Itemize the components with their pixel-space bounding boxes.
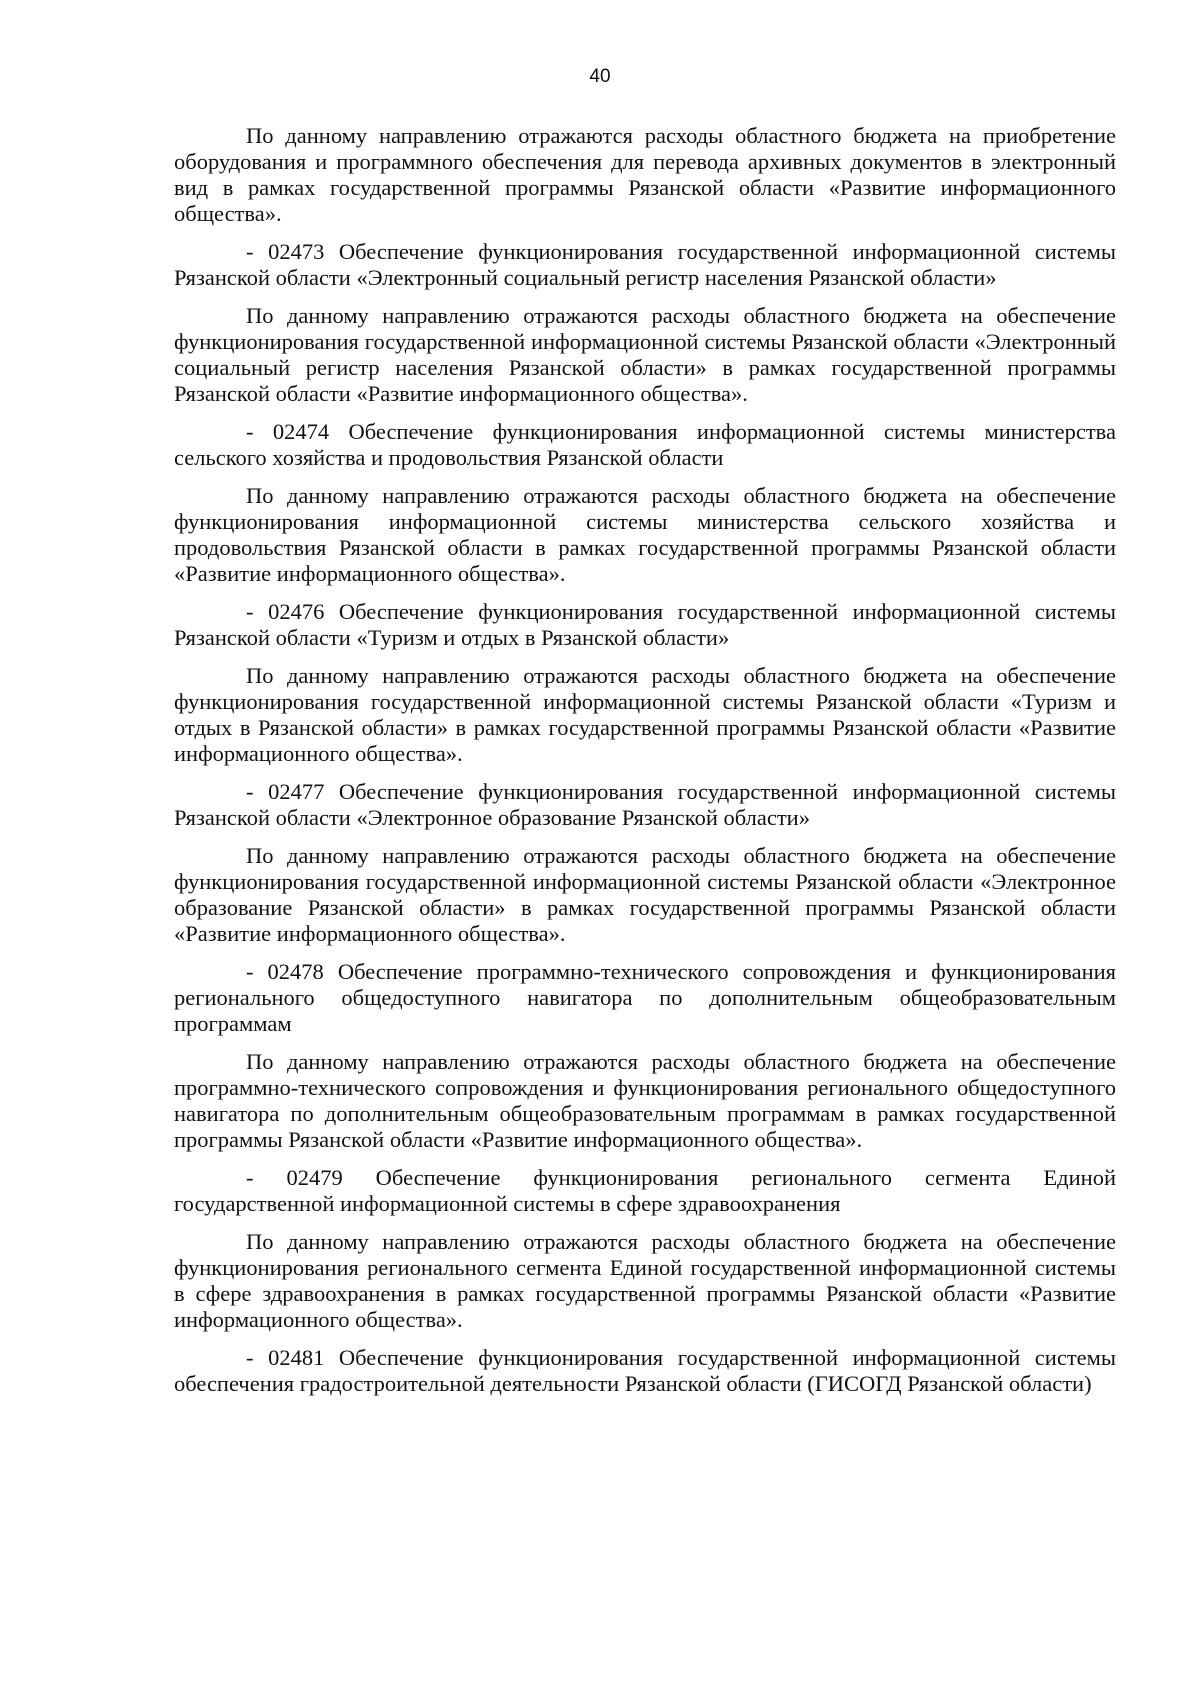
paragraph-heading-02481: - 02481 Обеспечение функционирования государственной информационной системы обеспечения градостроительной деятельности Рязанской области (ГИСОГД Рязанской области) — [174, 1345, 1116, 1396]
paragraph-description: По данному направлению отражаются расходы областного бюджета на обеспечение функционирования государственной информационной системы Рязанской области «Электронный социальный регистр населения Рязанской области» в рамках государственной программы Рязанской области «Развитие информационного общества». — [174, 303, 1116, 406]
paragraph-heading-02478: - 02478 Обеспечение программно-технического сопровождения и функционирования регионального общедоступного навигатора по дополнительным общеобразовательным программам — [174, 959, 1116, 1036]
paragraph-description: По данному направлению отражаются расходы областного бюджета на приобретение оборудования и программного обеспечения для перевода архивных документов в электронный вид в рамках государственной программы Рязанской области «Развитие информационного общества». — [174, 123, 1116, 226]
paragraph-description: По данному направлению отражаются расходы областного бюджета на обеспечение функционирования информационной системы министерства сельского хозяйства и продовольствия Рязанской области в рамках государственной программы Рязанской области «Развитие информационного общества». — [174, 483, 1116, 586]
paragraph-heading-02476: - 02476 Обеспечение функционирования государственной информационной системы Рязанской области «Туризм и отдых в Рязанской области» — [174, 599, 1116, 650]
paragraph-heading-02474: - 02474 Обеспечение функционирования информационной системы министерства сельского хозяйства и продовольствия Рязанской области — [174, 419, 1116, 470]
paragraph-heading-02477: - 02477 Обеспечение функционирования государственной информационной системы Рязанской области «Электронное образование Рязанской области» — [174, 779, 1116, 830]
paragraph-description: По данному направлению отражаются расходы областного бюджета на обеспечение функционирования государственной информационной системы Рязанской области «Электронное образование Рязанской области» в рамках государственной программы Рязанской области «Развитие информационного общества». — [174, 843, 1116, 946]
paragraph-description: По данному направлению отражаются расходы областного бюджета на обеспечение функционирования регионального сегмента Единой государственной информационной системы в сфере здравоохранения в рамках государственной программы Рязанской области «Развитие информационного общества». — [174, 1229, 1116, 1332]
paragraph-heading-02473: - 02473 Обеспечение функционирования государственной информационной системы Рязанской области «Электронный социальный регистр населения Рязанской области» — [174, 239, 1116, 290]
page-number: 40 — [589, 66, 611, 87]
document-body — [174, 123, 1116, 1409]
paragraph-description: По данному направлению отражаются расходы областного бюджета на обеспечение программно-технического сопровождения и функционирования регионального общедоступного навигатора по дополнительным общеобразовательным программам в рамках государственной программы Рязанской области «Развитие информационного общества». — [174, 1049, 1116, 1152]
paragraph-heading-02479: - 02479 Обеспечение функционирования регионального сегмента Единой государственной информационной системы в сфере здравоохранения — [174, 1165, 1116, 1216]
paragraph-description: По данному направлению отражаются расходы областного бюджета на обеспечение функционирования государственной информационной системы Рязанской области «Туризм и отдых в Рязанской области» в рамках государственной программы Рязанской области «Развитие информационного общества». — [174, 663, 1116, 766]
